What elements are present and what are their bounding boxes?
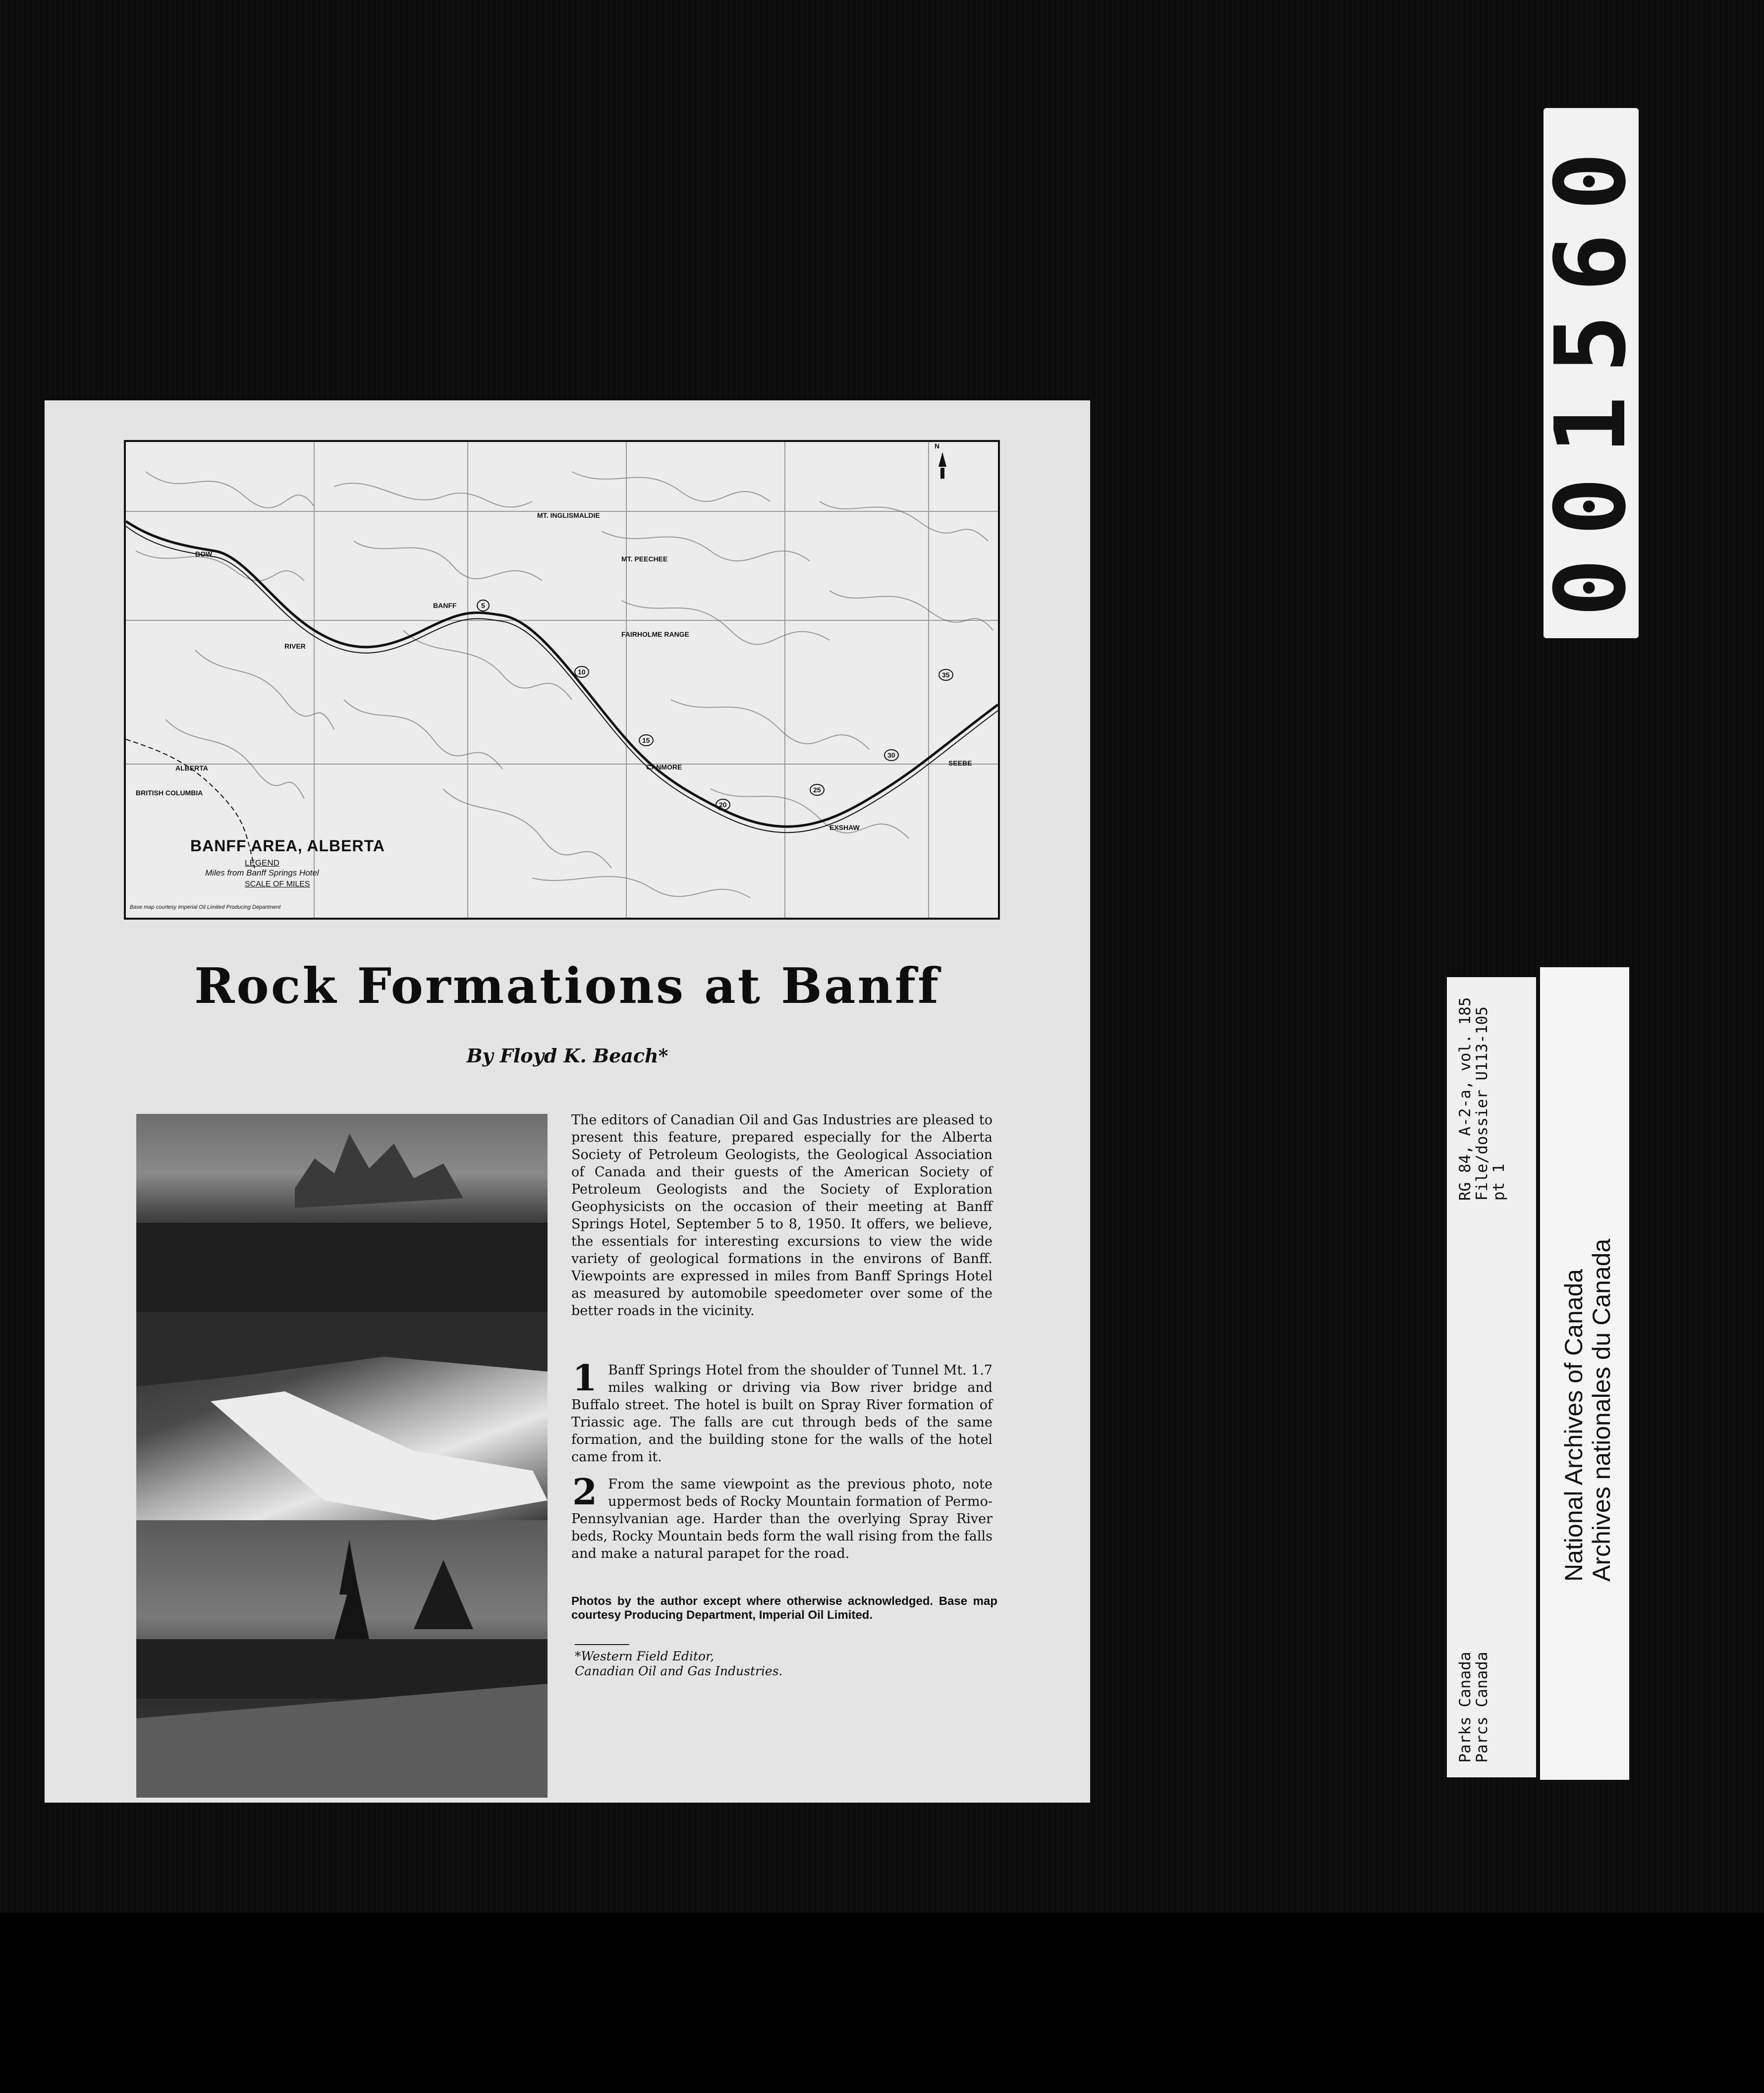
caption-text: From the same viewpoint as the previous photo, note uppermost beds of Rocky Mountain formation of Permo-Pennsylvanian age. Harder than the overlying Spray River beds, Rocky Mountain beds form the wall rising from the falls and make a natural parapet for the road. [571, 1477, 992, 1561]
caption-item [571, 1357, 992, 1466]
map-label-river: RIVER [284, 642, 306, 650]
caption-number: 2 [572, 1471, 598, 1513]
agency-en: Parks Canada [1456, 1652, 1474, 1763]
photo-falls [136, 1312, 548, 1520]
reference-line: File/dossier U113-105 [1473, 1006, 1491, 1201]
north-arrow-label: N [935, 442, 940, 450]
film-edge [0, 1913, 1764, 2093]
frame-number-label [1535, 108, 1648, 638]
map-label-canmore: CANMORE [646, 763, 682, 771]
footnote-line: Canadian Oil and Gas Industries. [575, 1664, 783, 1678]
magazine-page [45, 400, 1090, 1803]
agency-fr: Parcs Canada [1473, 1652, 1491, 1763]
map-label-exshaw: EXSHAW [829, 824, 860, 831]
archives-en: National Archives of Canada [1560, 1269, 1588, 1582]
caption-text: Banff Springs Hotel from the shoulder of Tunnel Mt. 1.7 miles walking or driving via Bow river bridge and Buffalo street. The hotel is built on Spray River formation of Triassic age. The falls are cut through beds of the same formation, and the building stone for the walls of the hotel came from it. [571, 1363, 992, 1465]
map-label-inglismaldie: MT. INGLISMALDIE [537, 511, 600, 519]
photo-credit: Photos by the author except where otherwise acknowledged. Base map courtesy Producing Department, Imperial Oil Limited. [571, 1595, 997, 1622]
reference-label [1447, 977, 1536, 1777]
archives-label [1540, 967, 1629, 1780]
intro-paragraph: The editors of Canadian Oil and Gas Industries are pleased to present this feature, prepared especially for the Alberta Society of Petroleum Geologists, the Geological Association of Canada and their guests of the American Society of Petroleum Geologists and the Society of Exploration Geophysicists on the occasion of their meeting at Banff Springs Hotel, September 5 to 8, 1950. It offers, we believe, the essentials for interesting excursions to view the wide variety of geological formations in the environs of Banff. Viewpoints are expressed in miles from Banff Springs Hotel as measured by automobile speedometer over some of the better roads in the vicinity. [571, 1112, 992, 1319]
map-legend-heading: LEGEND [245, 858, 279, 868]
map-credit: Base map courtesy Imperial Oil Limited Producing Department [130, 904, 281, 910]
mile-marker: 10 [574, 666, 589, 678]
caption-number: 1 [572, 1357, 598, 1399]
photo-road [136, 1520, 548, 1798]
mile-marker: 5 [477, 600, 490, 611]
map-label-banff: BANFF [433, 602, 457, 609]
footnote-line: *Western Field Editor, [575, 1649, 715, 1663]
photo-hotel [136, 1114, 548, 1312]
mile-marker: 35 [938, 669, 953, 681]
reference-line: RG 84, A-2-a, vol. 185 [1456, 997, 1474, 1201]
map-label-alberta: ALBERTA [175, 764, 208, 772]
map-legend-text: Miles from Banff Springs Hotel [205, 868, 319, 878]
article-title: Rock Formations at Banff [194, 958, 941, 1015]
mile-marker: 30 [884, 749, 899, 761]
map-label-british-columbia: BRITISH COLUMBIA [136, 789, 203, 797]
frame-number: 001560 [1535, 129, 1648, 617]
caption-item [571, 1471, 992, 1562]
byline: By Floyd K. Beach* [466, 1045, 668, 1067]
footnote-rule [575, 1644, 629, 1645]
area-map [124, 440, 1000, 920]
map-label-fairholme: FAIRHOLME RANGE [621, 630, 689, 638]
map-label-peechee: MT. PEECHEE [621, 555, 668, 563]
archives-fr: Archives nationales du Canada [1588, 1238, 1615, 1582]
mile-marker: 15 [639, 734, 654, 746]
reference-line: pt 1 [1490, 1163, 1508, 1201]
footnote [575, 1649, 922, 1679]
map-label-seebe: SEEBE [948, 759, 972, 767]
mile-marker: 20 [716, 799, 730, 811]
map-label-bow: BOW [195, 550, 213, 558]
map-scale-label: SCALE OF MILES [245, 880, 310, 888]
mile-marker: 25 [810, 784, 825, 796]
map-title: BANFF AREA, ALBERTA [190, 837, 385, 855]
